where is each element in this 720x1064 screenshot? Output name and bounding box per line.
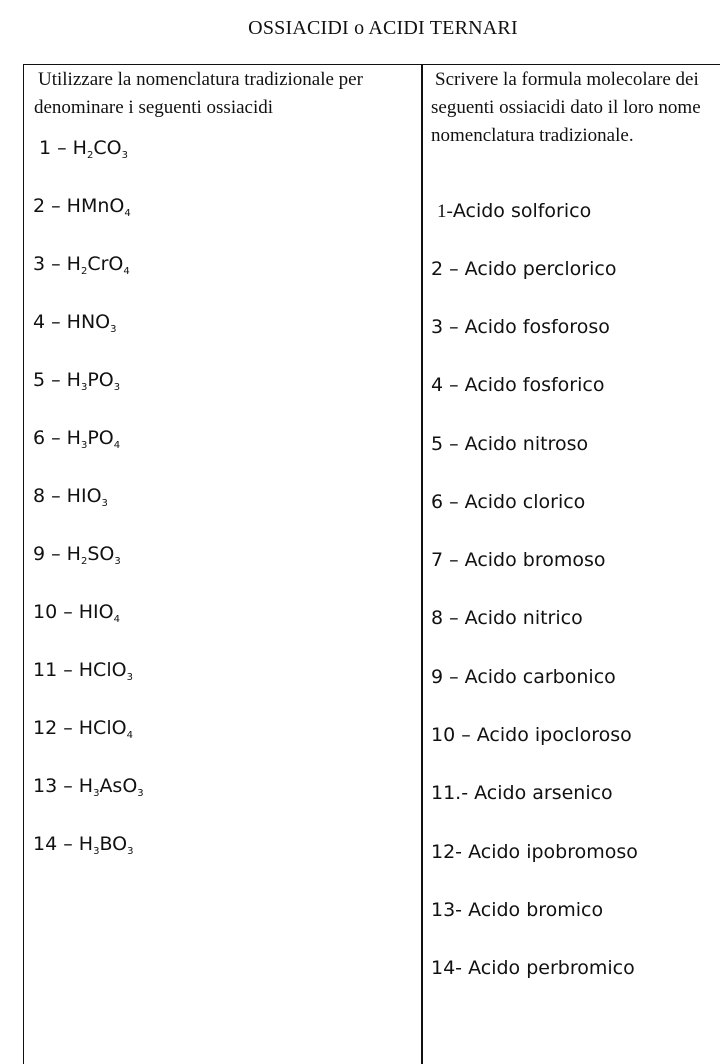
acid-name-item — [431, 781, 613, 805]
acid-name-item — [437, 199, 591, 224]
item-number: 2 – — [33, 195, 67, 217]
chemical-formula: $HIO_3$ — [66, 485, 108, 509]
chemical-formula: HClO$_3$ — [78, 659, 133, 683]
acid-name: Acido solforico — [452, 200, 592, 222]
item-number: 10 – — [431, 724, 477, 746]
acid-name-item — [431, 373, 604, 397]
acid-name: Acido bromoso — [464, 549, 606, 571]
chemical-formula: $H_2CO_3$ — [72, 137, 128, 161]
right-instruction-line: Scrivere la formula molecolare dei — [435, 69, 699, 90]
acid-name: Acido fosforoso — [464, 316, 610, 338]
item-number: 6 – — [33, 427, 67, 449]
formula-item — [33, 426, 120, 450]
formula-item — [33, 832, 133, 856]
item-number: 3 – — [33, 253, 67, 275]
acid-name-item — [431, 548, 606, 572]
acid-name-item — [431, 840, 638, 864]
item-number: 6 – — [431, 491, 465, 513]
formula-item — [33, 774, 144, 798]
formula-item — [39, 136, 128, 160]
item-number: 4 – — [33, 311, 67, 333]
item-number: 1- — [437, 201, 453, 222]
acid-name: Acido carbonico — [464, 666, 616, 688]
acid-name: Acido fosforico — [464, 374, 605, 396]
column-divider — [421, 64, 423, 1064]
chemical-formula: $HIO_4$ — [78, 601, 120, 625]
item-number: 9 – — [33, 543, 67, 565]
item-number: 10 – — [33, 601, 79, 623]
right-instruction-line: seguenti ossiacidi dato il loro nome — [431, 97, 701, 118]
item-number: 5 – — [33, 369, 67, 391]
item-number: 14 – — [33, 833, 79, 855]
formula-item — [33, 368, 120, 392]
item-number: 8 – — [33, 485, 67, 507]
item-number: 13 – — [33, 775, 79, 797]
right-instructions — [431, 66, 720, 150]
formula-item — [33, 484, 108, 508]
item-number: 11.- — [431, 782, 475, 804]
formula-item — [33, 716, 133, 740]
item-number: 7 – — [431, 549, 465, 571]
left-instruction-line: denominare i seguenti ossiacidi — [34, 97, 274, 118]
chemical-formula: $H_3AsO_3$ — [78, 775, 144, 799]
item-number: 12- — [431, 841, 469, 863]
acid-name: Acido nitroso — [464, 433, 589, 455]
item-number: 2 – — [431, 258, 465, 280]
acid-name-item — [431, 898, 603, 922]
acid-name: Acido ipobromoso — [468, 841, 638, 863]
left-instructions — [34, 66, 419, 122]
acid-name: Acido perclorico — [464, 258, 617, 280]
acid-name-item — [431, 432, 588, 456]
chemical-formula: $H_3PO_4$ — [66, 427, 121, 451]
acid-name: Acido clorico — [464, 491, 586, 513]
acid-name: Acido perbromico — [468, 957, 635, 979]
acid-name-item — [431, 723, 632, 747]
acid-name: Acido arsenico — [474, 782, 613, 804]
chemical-formula: $H_3BO_3$ — [78, 833, 134, 857]
item-number: 5 – — [431, 433, 465, 455]
chemical-formula: $H_2CrO_4$ — [66, 253, 130, 277]
item-number: 3 – — [431, 316, 465, 338]
chemical-formula: HMnO$_4$ — [66, 195, 131, 219]
acid-name-item — [431, 956, 635, 980]
item-number: 14- — [431, 957, 469, 979]
formula-item — [33, 600, 120, 624]
chemical-formula: $H_3PO_3$ — [66, 369, 121, 393]
acid-name: Acido bromico — [468, 899, 604, 921]
left-instruction-line: Utilizzare la nomenclatura tradizionale per — [38, 69, 363, 90]
item-number: 13- — [431, 899, 469, 921]
item-number: 4 – — [431, 374, 465, 396]
acid-name-item — [431, 490, 585, 514]
item-number: 9 – — [431, 666, 465, 688]
acid-name-item — [431, 315, 610, 339]
acid-name-item — [431, 257, 616, 281]
acid-name-item — [431, 606, 583, 630]
acid-name-item — [431, 665, 616, 689]
item-number: 8 – — [431, 607, 465, 629]
acid-name: Acido ipocloroso — [476, 724, 632, 746]
formula-item — [33, 194, 131, 218]
right-instruction-line: nomenclatura tradizionale. — [431, 125, 634, 146]
chemical-formula: $H_2SO_3$ — [66, 543, 121, 567]
page-title: OSSIACIDI o ACIDI TERNARI — [248, 17, 518, 39]
chemical-formula: $HNO_3$ — [66, 311, 117, 335]
formula-item — [33, 252, 130, 276]
item-number: 12 – — [33, 717, 79, 739]
item-number: 11 – — [33, 659, 79, 681]
chemical-formula: HClO$_4$ — [78, 717, 133, 741]
item-number: 1 – — [39, 137, 73, 159]
formula-item — [33, 658, 133, 682]
acid-name: Acido nitrico — [464, 607, 583, 629]
formula-item — [33, 542, 121, 566]
formula-item — [33, 310, 117, 334]
